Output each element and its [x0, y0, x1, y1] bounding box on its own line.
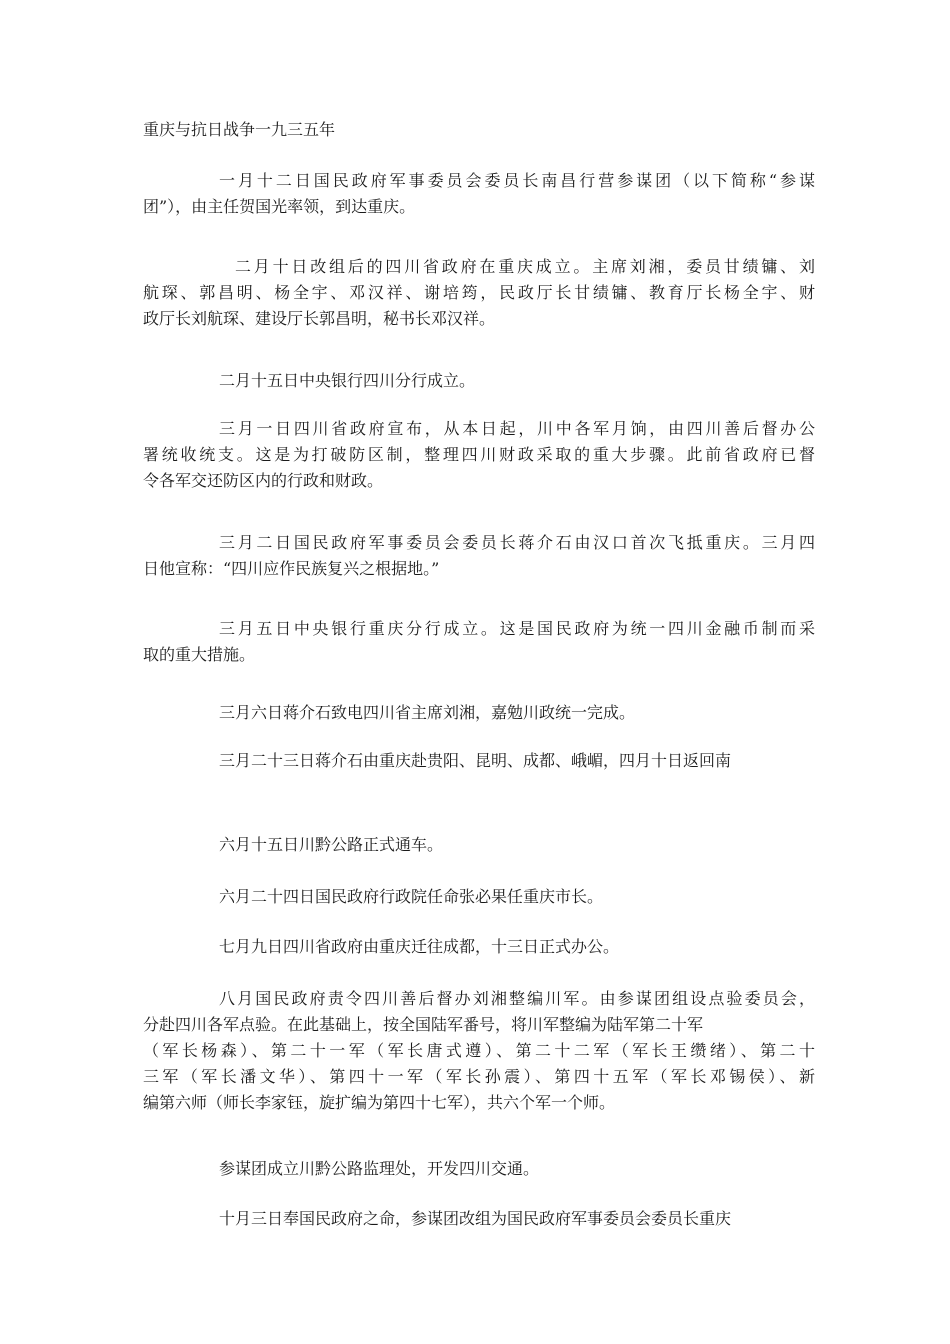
paragraph-line: 团”），由主任贺国光率领，到达重庆。 — [143, 197, 416, 216]
paragraph-line: 令各军交还防区内的行政和财政。 — [143, 471, 384, 490]
paragraph-9 — [143, 884, 815, 910]
paragraph-line: 六月十五日川黔公路正式通车。 — [219, 835, 444, 854]
paragraph-12 — [143, 1156, 815, 1182]
paragraph-line: 三月六日蒋介石致电四川省主席刘湘，嘉勉川政统一完成。 — [219, 703, 636, 722]
paragraph-line: 六月二十四日国民政府行政院任命张必果任重庆市长。 — [219, 887, 604, 906]
paragraph-line: 二月十日改组后的四川省政府在重庆成立。主席刘湘，委员甘绩镛、刘 — [235, 257, 815, 276]
paragraph-11 — [143, 986, 815, 1116]
paragraph-7 — [143, 748, 815, 774]
paragraph-line: 一月十二日国民政府军事委员会委员长南昌行营参谋团（以下简称“参谋 — [219, 171, 815, 190]
paragraph-1 — [143, 254, 815, 332]
paragraph-8 — [143, 832, 815, 858]
document-title: 重庆与抗日战争一九三五年 — [143, 120, 336, 139]
paragraph-line: 八月国民政府责令四川善后督办刘湘整编川军。由参谋团组设点验委员会， — [219, 989, 815, 1008]
paragraph-line: 分赴四川各军点验。在此基础上，按全国陆军番号，将川军整编为陆军第二十军 — [143, 1015, 704, 1034]
paragraph-line: 航琛、郭昌明、杨全宇、邓汉祥、谢培筠，民政厅长甘绩镛、教育厅长杨全宇、财 — [143, 283, 815, 302]
paragraph-line: 二月十五日中央银行四川分行成立。 — [219, 371, 476, 390]
paragraph-line: （军长杨森）、第二十一军（军长唐式遵）、第二十二军（军长王缵绪）、第二十 — [143, 1041, 815, 1060]
paragraph-10 — [143, 934, 815, 960]
paragraph-line: 三月一日四川省政府宣布，从本日起，川中各军月饷，由四川善后督办公 — [219, 419, 815, 438]
paragraph-line: 参谋团成立川黔公路监理处，开发四川交通。 — [219, 1159, 540, 1178]
paragraph-line: 编第六师（师长李家钰，旋扩编为第四十七军），共六个军一个师。 — [143, 1093, 616, 1112]
paragraph-3 — [143, 416, 815, 494]
paragraph-2 — [143, 368, 815, 394]
paragraph-line: 政厅长刘航琛、建设厅长郭昌明，秘书长邓汉祥。 — [143, 309, 496, 328]
paragraph-line: 三月二十三日蒋介石由重庆赴贵阳、昆明、成都、峨嵋，四月十日返回南 — [219, 751, 732, 770]
paragraph-line: 署统收统支。这是为打破防区制，整理四川财政采取的重大步骤。此前省政府已督 — [143, 445, 815, 464]
paragraph-5 — [143, 616, 815, 668]
paragraph-6 — [143, 700, 815, 726]
paragraph-4 — [143, 530, 815, 582]
paragraph-line: 取的重大措施。 — [143, 645, 256, 664]
paragraph-line: 三月二日国民政府军事委员会委员长蒋介石由汉口首次飞抵重庆。三月四 — [219, 533, 815, 552]
paragraph-line: 七月九日四川省政府由重庆迁往成都，十三日正式办公。 — [219, 937, 620, 956]
paragraph-13 — [143, 1206, 815, 1232]
paragraph-line: 三军（军长潘文华）、第四十一军（军长孙震）、第四十五军（军长邓锡侯）、新 — [143, 1067, 815, 1086]
paragraph-line: 日他宣称：“四川应作民族复兴之根据地。” — [143, 559, 440, 578]
paragraph-line: 三月五日中央银行重庆分行成立。这是国民政府为统一四川金融币制而采 — [219, 619, 815, 638]
paragraph-0 — [143, 168, 815, 220]
paragraph-line: 十月三日奉国民政府之命，参谋团改组为国民政府军事委员会委员长重庆 — [219, 1209, 732, 1228]
